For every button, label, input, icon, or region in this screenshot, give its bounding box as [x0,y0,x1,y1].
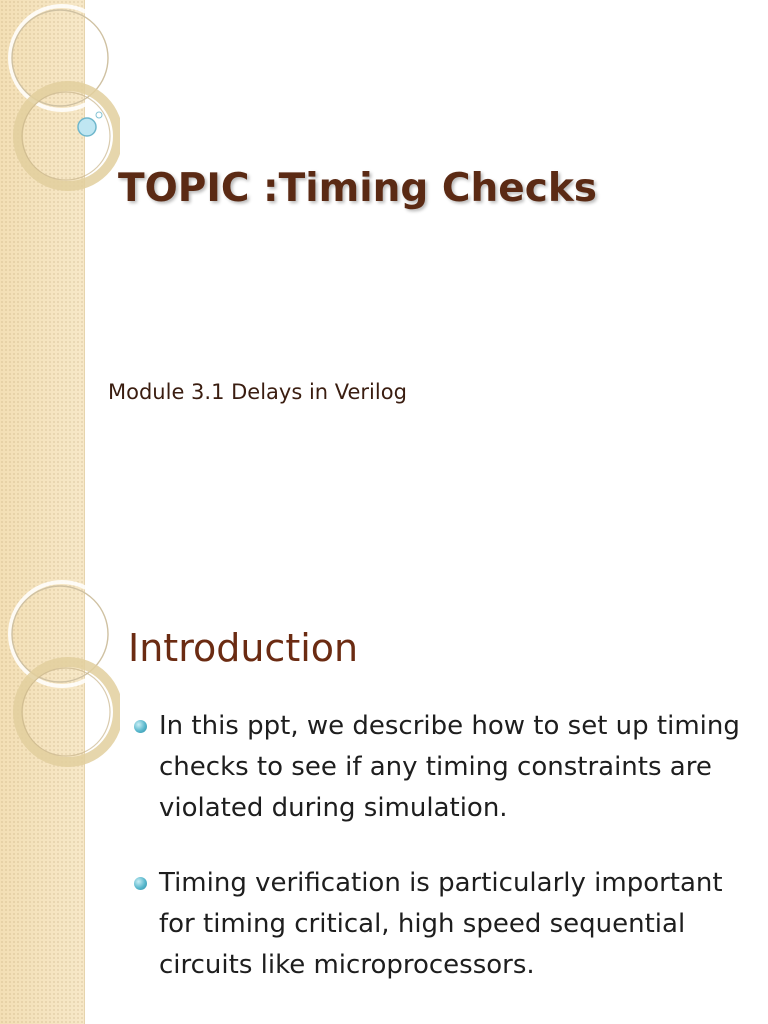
introduction-slide [0,576,768,1024]
bullet-item [132,863,757,986]
bullet-text: In this ppt, we describe how to set up timing checks to see if any timing constraints are violated during simulation. [159,711,740,823]
bubble-small [96,112,102,118]
bullet-text: Timing verification is particularly important for timing critical, high speed sequential circuits like microprocessors. [159,868,723,980]
rings-decoration [0,0,120,200]
rings-decoration [0,576,120,776]
ring-inner [18,662,118,762]
bullet-item [132,706,757,829]
slide-subtitle: Module 3.1 Delays in Verilog [108,380,407,404]
bullet-dot-icon [134,720,147,733]
slide-title: TOPIC :Timing Checks [118,166,597,211]
ring-inner [18,86,118,186]
bullet-list [132,706,757,986]
bubble-large [78,118,96,136]
section-heading: Introduction [128,626,359,670]
bullet-dot-icon [134,877,147,890]
